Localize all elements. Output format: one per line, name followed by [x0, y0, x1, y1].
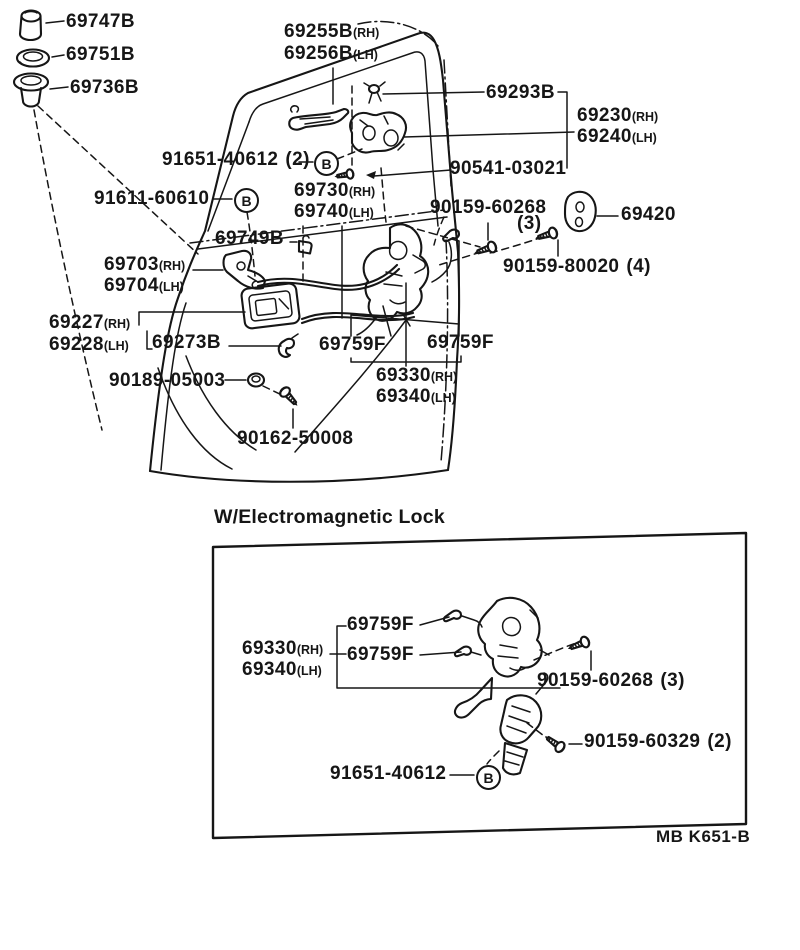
part-label-69240: 69240(LH)	[577, 126, 657, 147]
part-label-90541-03021: 90541-03021	[450, 158, 567, 179]
bolt-mark-b2: B	[234, 188, 259, 213]
part-label-90159-60268-qty: (3)	[517, 213, 542, 234]
drawing-code: MB K651-B	[656, 827, 751, 846]
clip-69759f-inset-1	[444, 611, 482, 627]
striker-69420	[565, 192, 596, 231]
part-label-69747b: 69747B	[66, 11, 135, 32]
part-label-69293b: 69293B	[486, 82, 555, 103]
clip-69759f-inset-2	[455, 647, 481, 657]
grommet-69751b-icon	[17, 50, 49, 67]
part-label-69330: 69330(RH)	[376, 365, 458, 386]
handle-frame-69230	[350, 112, 406, 152]
part-label-69749b: 69749B	[215, 228, 284, 249]
inset-label-69759f-1: 69759F	[347, 614, 414, 635]
part-label-69255b: 69255B(RH)	[284, 21, 380, 42]
bolt-mark-b3: B	[476, 765, 501, 790]
clip-69747b-icon	[20, 11, 41, 41]
grommet-69736b-icon	[14, 74, 48, 107]
part-label-69228: 69228(LH)	[49, 334, 129, 355]
part-label-91651-40612: 91651-40612 (2)	[162, 149, 310, 170]
part-label-69227: 69227(RH)	[49, 312, 131, 333]
inset-label-90159-60329: 90159-60329 (2)	[584, 731, 732, 752]
part-label-69703: 69703(RH)	[104, 254, 186, 275]
part-label-69420: 69420	[621, 204, 676, 225]
part-label-69256b: 69256B(LH)	[284, 43, 378, 64]
part-label-91611-60610: 91611-60610	[94, 188, 210, 209]
part-label-90159-80020: 90159-80020 (4)	[503, 256, 651, 277]
bellcrank-69703	[224, 251, 266, 289]
part-label-69736b: 69736B	[70, 77, 139, 98]
inset-label-69340: 69340(LH)	[242, 659, 322, 680]
door-frame-clip-69255b	[289, 106, 348, 130]
part-label-69759f-2: 69759F	[427, 332, 494, 353]
bolt-mark-b1: B	[314, 151, 339, 176]
part-label-90162-50008: 90162-50008	[237, 428, 354, 449]
screw-inset-60329-icon	[542, 732, 567, 754]
clip-69749b	[299, 236, 312, 254]
part-label-69730: 69730(RH)	[294, 180, 376, 201]
inset-label-90159-60268: 90159-60268 (3)	[537, 670, 685, 691]
part-label-69273b: 69273B	[152, 332, 221, 353]
inset-title: W/Electromagnetic Lock	[214, 506, 445, 528]
inside-handle-bezel-69227	[241, 283, 300, 329]
part-label-69230: 69230(RH)	[577, 105, 659, 126]
part-label-90159-60268: 90159-60268	[430, 197, 547, 218]
screw-90162-icon	[278, 385, 301, 409]
part-label-69704: 69704(LH)	[104, 275, 184, 296]
inset-label-69759f-2: 69759F	[347, 644, 414, 665]
part-label-69751b: 69751B	[66, 44, 135, 65]
screw-90159-60268-icon	[473, 240, 498, 258]
inset-label-91651-40612: 91651-40612	[330, 763, 447, 784]
pin-69293b	[364, 82, 385, 103]
grommet-90189	[248, 374, 264, 387]
inset-label-69330: 69330(RH)	[242, 638, 324, 659]
part-label-69740: 69740(LH)	[294, 201, 374, 222]
clip-69273b	[279, 334, 298, 357]
part-label-90189-05003: 90189-05003	[109, 370, 226, 391]
part-label-69340: 69340(LH)	[376, 386, 456, 407]
part-label-69759f-1: 69759F	[319, 334, 386, 355]
